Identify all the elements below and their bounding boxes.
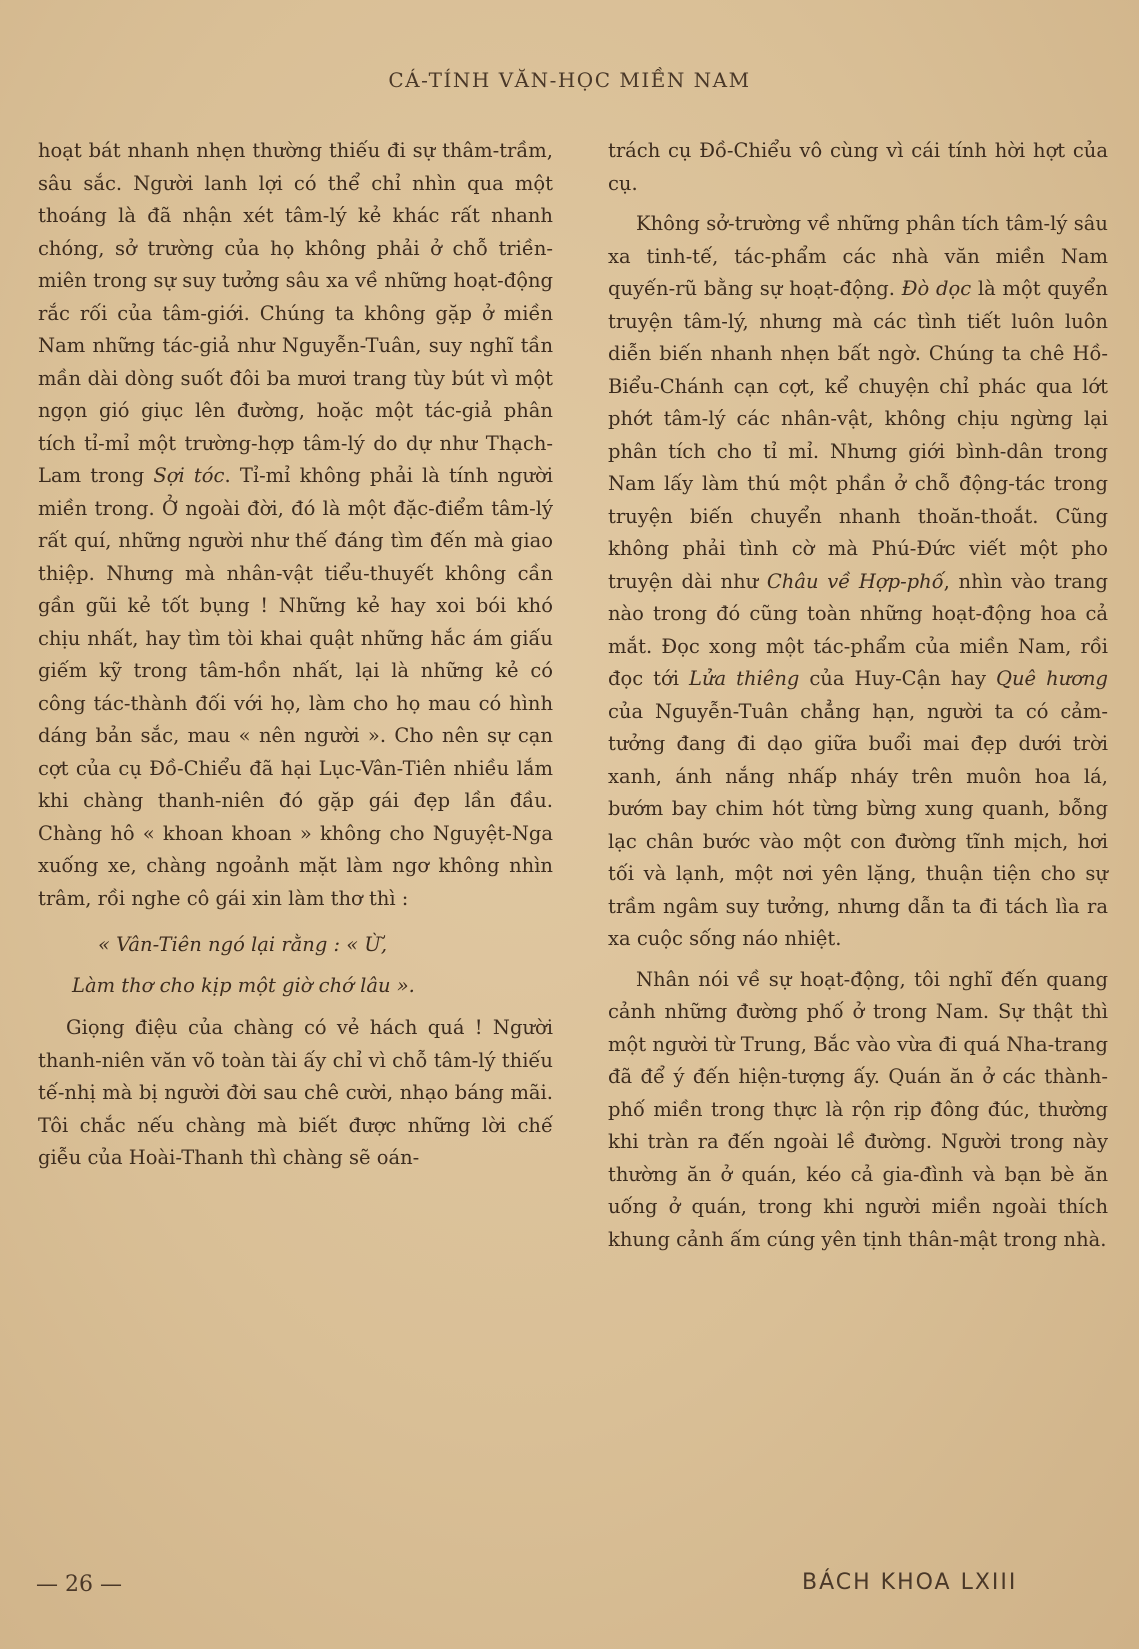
- paragraph-text: của Nguyễn-Tuân chẳng hạn, người ta có cảm-tưởng đang đi dạo giữa buổi mai đẹp dưới trời xanh, ánh nắng nhấp nháy trên muôn hoa lá, bướm bay chim hót từng bừng xung quanh, bỗng lạc chân bước vào một con đường tĩnh mịch, hơi tối và lạnh, một nơi yên lặng, thuận tiện cho sự trầm ngâm suy tưởng, nhưng dẫn ta đi tách lìa ra xa cuộc sống náo nhiệt.: [608, 699, 1108, 950]
- left-column: [38, 135, 553, 1175]
- running-header: CÁ-TÍNH VĂN-HỌC MIỀN NAM: [388, 68, 751, 92]
- book-title: Sợi tóc: [153, 464, 225, 487]
- book-title: Quê hương: [996, 667, 1109, 690]
- paragraph: trách cụ Đồ-Chiểu vô cùng vì cái tính hời hợt của cụ.: [608, 139, 1108, 195]
- paragraph-text: là một quyển truyện tâm-lý, nhưng mà các tình tiết luôn luôn diễn biến nhanh nhẹn bất ngờ. Chúng ta chê Hồ-Biểu-Chánh cạn cợt, kể chuyện chỉ phác qua lớt phớt tâm-lý các nhân-vật, không chịu ngừng lại phân tích cho tỉ mỉ. Nhưng giới bình-dân trong Nam lấy làm thú một phần ở chỗ động-tác trong truyện biến chuyển nhanh thoăn-thoắt. Cũng không phải tình cờ mà Phú-Đức viết một pho truyện dài như: [608, 277, 1108, 593]
- paragraph-text: của Huy-Cận hay: [809, 667, 986, 690]
- paragraph-text: Không sở-trường về những phân tích tâm-lý sâu xa tinh-tế, tác-phẩm các nhà văn miền Nam quyến-rũ bằng sự hoạt-động.: [608, 212, 1108, 300]
- paragraph-text: . Tỉ-mỉ không phải là tính người miền trong. Ở ngoài đời, đó là một đặc-điểm tâm-lý rất quí, những người như thế đáng tìm đến mà giao thiệp. Nhưng mà nhân-vật tiểu-thuyết không cần gần gũi kẻ tốt bụng ! Những kẻ hay xoi bói khó chịu nhất, hay tìm tòi khai quật những hắc ám giấu giếm kỹ trong tâm-hồn nhất, lại là những kẻ có công tác-thành đối với họ, làm cho họ mau có hình dáng bản sắc, mau « nên người ». Cho nên sự cạn cợt của cụ Đồ-Chiểu đã hại Lục-Vân-Tiên nhiều lắm khi chàng thanh-niên đó gặp gái đẹp lần đầu. Chàng hô « khoan khoan » không cho Nguyệt-Nga xuống xe, chàng ngoảnh mặt làm ngơ không nhìn trâm, rồi nghe cô gái xin làm thơ thì :: [38, 464, 554, 910]
- book-title: Lửa thiêng: [689, 667, 800, 690]
- paragraph-text: hoạt bát nhanh nhẹn thường thiếu đi sự thâm-trầm, sâu sắc. Người lanh lợi có thể chỉ nhìn qua một thoáng là đã nhận xét tâm-lý kẻ khác rất nhanh chóng, sở trường của họ không phải ở chỗ triền-miên trong sự suy tưởng sâu xa về những hoạt-động rắc rối của tâm-giới. Chúng ta không gặp ở miền Nam những tác-giả như Nguyễn-Tuân, suy nghĩ tần mần dài dòng suốt đôi ba mươi trang tùy bút vì một ngọn gió giục lên đường, hoặc một tác-giả phân tích tỉ-mỉ một trường-hợp tâm-lý do dự như Thạch-Lam trong: [38, 139, 553, 487]
- paragraph: [608, 208, 1108, 956]
- book-title: Đò dọc: [901, 277, 972, 300]
- magazine-issue: BÁCH KHOA LXIII: [802, 1570, 1018, 1595]
- verse-line-1: « Vân-Tiên ngó lại rằng : « Ừ,: [98, 933, 388, 956]
- paragraph: [38, 135, 553, 915]
- right-column: [608, 135, 1108, 1256]
- book-title: Châu về Hợp-phố: [766, 569, 944, 593]
- paragraph-text: , nhìn vào trang nào trong đó cũng toàn những hoạt-động hoa cả mắt. Đọc xong một tác-phẩm của miền Nam, rồi đọc tới: [608, 569, 1108, 690]
- page-number: — 26 —: [36, 1572, 122, 1597]
- paragraph: Nhân nói về sự hoạt-động, tôi nghĩ đến quang cảnh những đường phố ở trong Nam. Sự thật thì một người từ Trung, Bắc vào vừa đi quá Nha-trang đã để ý đến hiện-tượng ấy. Quán ăn ở các thành-phố miền trong thực là rộn rịp đông đúc, thường khi tràn ra đến ngoài lề đường. Người trong này thường ăn ở quán, kéo cả gia-đình và bạn bè ăn uống ở quán, trong khi người miền ngoài thích khung cảnh ấm cúng yên tịnh thân-mật trong nhà.: [608, 967, 1108, 1251]
- verse-line-2: Làm thơ cho kịp một giờ chớ lâu ».: [72, 973, 415, 997]
- paragraph: Giọng điệu của chàng có vẻ hách quá ! Người thanh-niên văn võ toàn tài ấy chỉ vì chỗ tâm-lý thiếu tế-nhị mà bị người đời sau chê cười, nhạo báng mãi. Tôi chắc nếu chàng mà biết được những lời chế giễu của Hoài-Thanh thì chàng sẽ oán-: [38, 1016, 553, 1169]
